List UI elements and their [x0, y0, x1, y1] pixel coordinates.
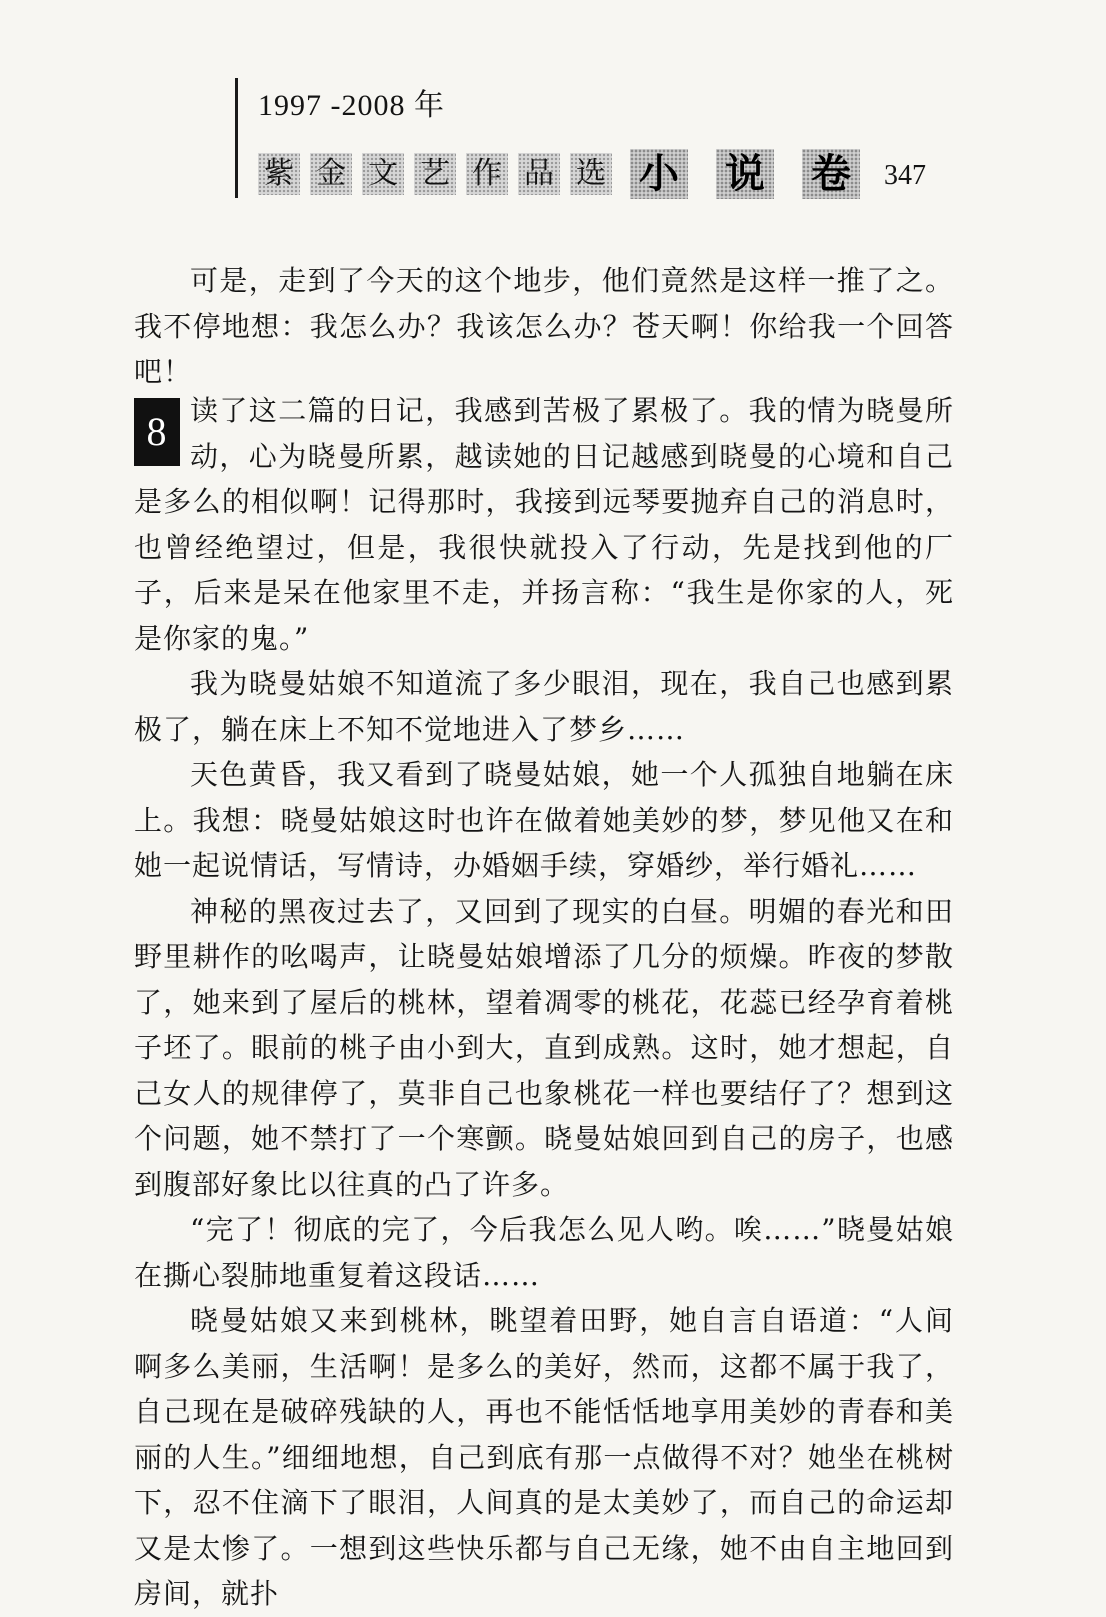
series-title-char: 品	[518, 153, 560, 195]
paragraph: 读了这二篇的日记，我感到苦极了累极了。我的情为晓曼所动，心为晓曼所累，越读她的日记越感到晓曼的心境和自己是多么的相似啊！记得那时，我接到远琴要抛弃自己的消息时，也曾经绝望过，但是，我很快就投入了行动，先是找到他的厂子，后来是呆在他家里不走，并扬言称：“我生是你家的人，死是你家的鬼。”	[134, 394, 954, 655]
series-title-char: 作	[466, 153, 508, 195]
page-number: 347	[884, 160, 926, 191]
series-title-char: 紫	[258, 153, 300, 195]
paragraph: 我为晓曼姑娘不知道流了多少眼泪，现在，我自己也感到累极了，躺在床上不知不觉地进入了梦乡……	[134, 667, 954, 746]
volume-title-char: 小	[630, 149, 688, 199]
section-body	[134, 388, 954, 1617]
intro-text	[134, 258, 954, 395]
volume-title-char: 说	[716, 149, 774, 199]
header-series-title	[258, 150, 860, 198]
paragraph: “完了！彻底的完了，今后我怎么见人哟。唉……”晓曼姑娘在撕心裂肺地重复着这段话……	[134, 1213, 954, 1292]
header-years: 1997 -2008 年	[258, 89, 445, 122]
paragraph: 神秘的黑夜过去了，又回到了现实的白昼。明媚的春光和田野里耕作的吆喝声，让晓曼姑娘增添了几分的烦燥。昨夜的梦散了，她来到了屋后的桃林，望着凋零的桃花，花蕊已经孕育着桃子坯了。眼前的桃子由小到大，直到成熟。这时，她才想起，自己女人的规律停了，莫非自己也象桃花一样也要结仔了？想到这个问题，她不禁打了一个寒颤。晓曼姑娘回到自己的房子，也感到腹部好象比以往真的凸了许多。	[134, 894, 954, 1201]
volume-title-char: 卷	[802, 149, 860, 199]
paragraph: 天色黄昏，我又看到了晓曼姑娘，她一个人孤独自地躺在床上。我想：晓曼姑娘这时也许在做着她美妙的梦，梦见他又在和她一起说情话，写情诗，办婚姻手续，穿婚纱，举行婚礼……	[134, 758, 954, 882]
section-number-badge: 8	[134, 398, 180, 466]
header-rule	[235, 78, 238, 198]
series-title-char: 金	[310, 153, 352, 195]
paragraph: 晓曼姑娘又来到桃林，眺望着田野，她自言自语道：“人间啊多么美丽，生活啊！是多么的美好，然而，这都不属于我了，自己现在是破碎残缺的人，再也不能恬恬地享用美妙的青春和美丽的人生。”细细地想，自己到底有那一点做得不对？她坐在桃树下，忍不住滴下了眼泪，人间真的是太美妙了，而自己的命运却又是太惨了。一想到这些快乐都与自己无缘，她不由自主地回到房间，就扑	[134, 1304, 954, 1610]
series-title-char: 文	[362, 153, 404, 195]
paragraph: 可是，走到了今天的这个地步，他们竟然是这样一推了之。我不停地想：我怎么办？我该怎么办？苍天啊！你给我一个回答吧！	[134, 264, 954, 388]
series-title-char: 艺	[414, 153, 456, 195]
series-title-char: 选	[570, 153, 612, 195]
